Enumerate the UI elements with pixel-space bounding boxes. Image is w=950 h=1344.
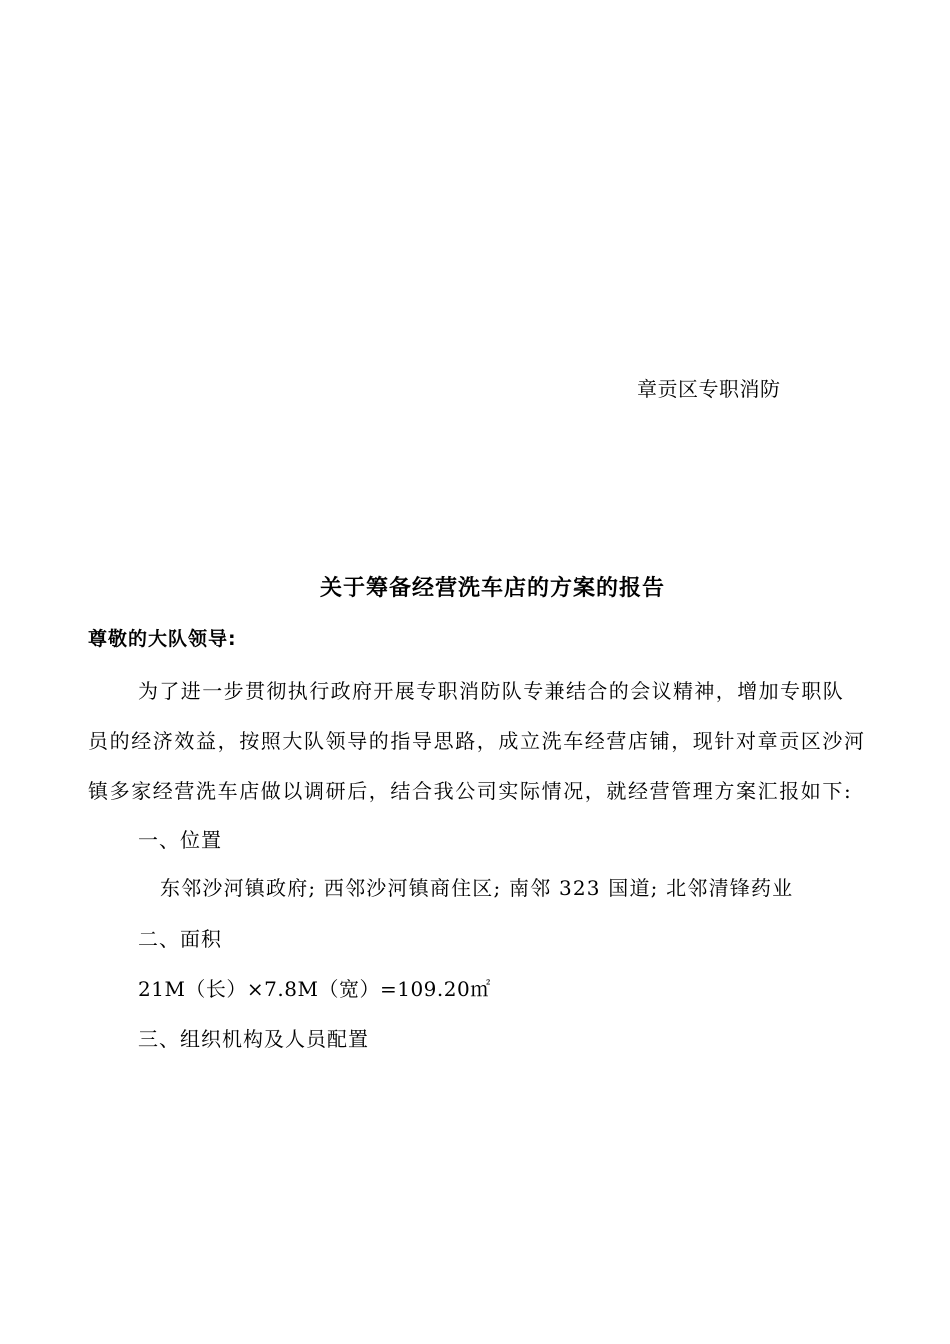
section-heading-area: 二、面积 xyxy=(138,927,222,951)
intro-paragraph-line-2: 员的经济效益，按照大队领导的指导思路，成立洗车经营店铺，现针对章贡区沙河 xyxy=(88,729,866,753)
section-content-area: 21M（长）×7.8M（宽）=109.20㎡ xyxy=(138,977,491,1001)
section-heading-organization: 三、组织机构及人员配置 xyxy=(138,1027,369,1051)
intro-paragraph-line-3: 镇多家经营洗车店做以调研后，结合我公司实际情况，就经营管理方案汇报如下: xyxy=(88,779,853,803)
section-heading-location: 一、位置 xyxy=(138,828,222,852)
salutation: 尊敬的大队领导: xyxy=(88,628,237,650)
section-content-location: 东邻沙河镇政府; 西邻沙河镇商住区; 南邻 323 国道; 北邻清锋药业 xyxy=(160,876,794,900)
organization-name: 章贡区专职消防 xyxy=(637,377,781,401)
intro-paragraph-line-1: 为了进一步贯彻执行政府开展专职消防队专兼结合的会议精神，增加专职队 xyxy=(138,679,845,703)
document-title: 关于筹备经营洗车店的方案的报告 xyxy=(320,576,666,601)
